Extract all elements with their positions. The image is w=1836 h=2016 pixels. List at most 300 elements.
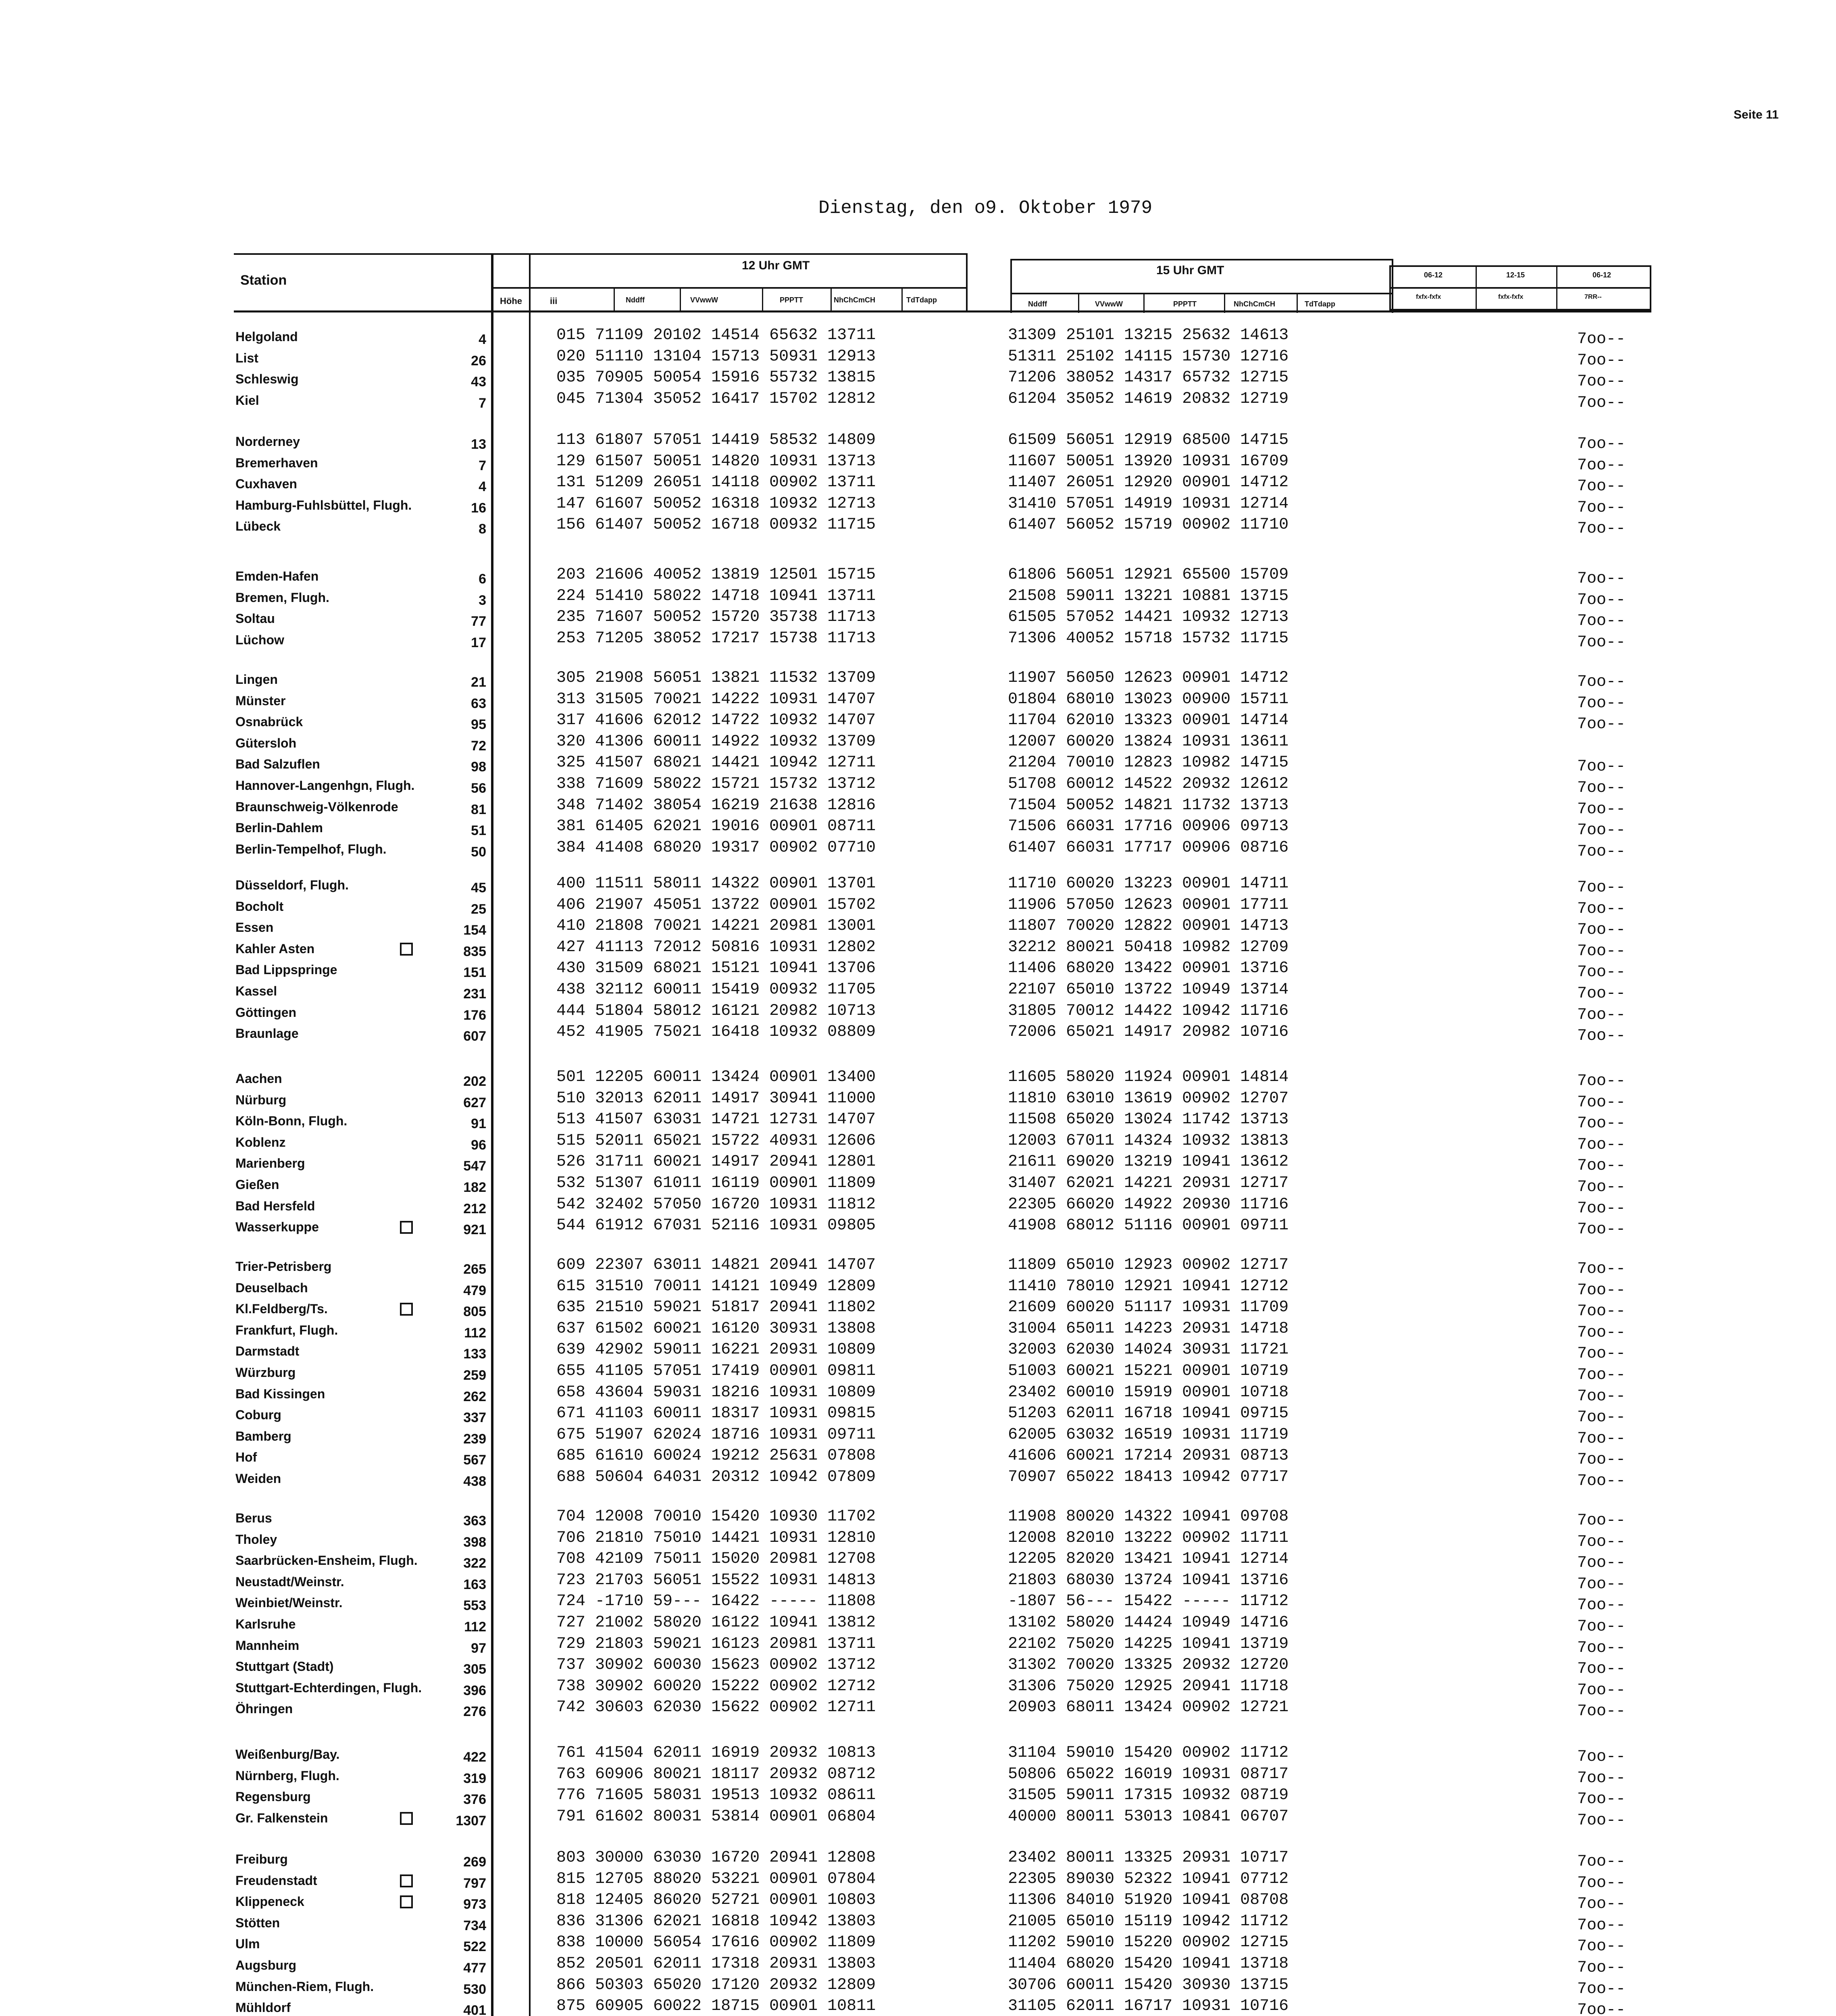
precip-code: 7oo-- — [1577, 1895, 1626, 1913]
precip-code: 7oo-- — [1577, 1027, 1626, 1045]
obs-12-gmt: 704 12008 70010 15420 10930 11702 — [556, 1508, 876, 1526]
station-name — [235, 1072, 282, 1085]
obs-15-gmt: 72006 65021 14917 20982 10716 — [1008, 1023, 1289, 1041]
station-label: Hannover-Langenhgn, Flugh. — [235, 778, 415, 793]
precip-code: 7oo-- — [1577, 1702, 1626, 1720]
precip-code: 7oo-- — [1577, 1853, 1626, 1871]
obs-12-gmt: 444 51804 58012 16121 20982 10713 — [556, 1002, 876, 1020]
station-name — [235, 1554, 418, 1567]
station-name — [235, 1220, 319, 1234]
obs-15-gmt: 31410 57051 14919 10931 12714 — [1008, 495, 1289, 513]
obs-15-gmt: 31505 59011 17315 10932 08719 — [1008, 1786, 1289, 1804]
obs-12-gmt: 815 12705 88020 53221 00901 07804 — [556, 1870, 876, 1888]
station-height: 182 — [463, 1180, 486, 1195]
station-name — [235, 1874, 317, 1887]
obs-15-gmt: 51003 60021 15221 00901 10719 — [1008, 1362, 1289, 1380]
precip-code: 7oo-- — [1577, 1812, 1626, 1830]
station-label: Soltau — [235, 611, 275, 626]
header-12-gmt: 12 Uhr GMT — [742, 259, 810, 272]
station-label: Bremen, Flugh. — [235, 590, 329, 605]
station-label: Gr. Falkenstein — [235, 1811, 328, 1825]
rule-line — [234, 253, 492, 255]
precip-code: 7oo-- — [1577, 1451, 1626, 1469]
obs-12-gmt: 317 41606 62012 14722 10932 14707 — [556, 711, 876, 729]
obs-12-gmt: 688 50604 64031 20312 10942 07809 — [556, 1468, 876, 1486]
station-name — [235, 612, 275, 625]
station-label: Stuttgart-Echterdingen, Flugh. — [235, 1681, 422, 1695]
station-name — [235, 921, 273, 934]
station-label: Cuxhaven — [235, 477, 297, 491]
precip-code: 7oo-- — [1577, 1200, 1626, 1218]
station-name — [235, 1639, 299, 1652]
station-height: 6 — [479, 571, 486, 587]
station-name — [235, 1769, 339, 1783]
precip-code: 7oo-- — [1577, 1937, 1626, 1956]
obs-15-gmt: 61806 56051 12921 65500 15709 — [1008, 566, 1289, 584]
rule-line — [1389, 265, 1391, 310]
rule-line — [901, 287, 903, 311]
rule-line — [1078, 293, 1079, 313]
rule-line — [1389, 287, 1651, 289]
precip-code: 7oo-- — [1577, 499, 1626, 517]
obs-15-gmt: 51311 25102 14115 15730 12716 — [1008, 348, 1289, 366]
obs-15-gmt: 23402 60010 15919 00901 10718 — [1008, 1383, 1289, 1402]
obs-12-gmt: 452 41905 75021 16418 10932 08809 — [556, 1023, 876, 1041]
station-label: Bad Kissingen — [235, 1387, 325, 1401]
station-height: 8 — [479, 521, 486, 537]
obs-12-gmt: 706 21810 75010 14421 10931 12810 — [556, 1529, 876, 1547]
station-name — [235, 1511, 272, 1525]
obs-15-gmt: 22107 65010 13722 10949 13714 — [1008, 981, 1289, 999]
station-height: 98 — [471, 759, 486, 775]
open-square-icon — [400, 1221, 413, 1234]
precip-code: 7oo-- — [1577, 1072, 1626, 1090]
obs-12-gmt: 113 61807 57051 14419 58532 14809 — [556, 431, 876, 449]
station-label: Schleswig — [235, 372, 299, 386]
station-name — [235, 1617, 296, 1631]
obs-15-gmt: 22102 75020 14225 10941 13719 — [1008, 1635, 1289, 1653]
obs-15-gmt: 21803 68030 13724 10941 13716 — [1008, 1571, 1289, 1589]
precip-code: 7oo-- — [1577, 1178, 1626, 1196]
precip-code: 7oo-- — [1577, 612, 1626, 630]
obs-12-gmt: 836 31306 62021 16818 10942 13803 — [556, 1912, 876, 1931]
precip-code: 7oo-- — [1577, 520, 1626, 538]
precip-code: 7oo-- — [1577, 1281, 1626, 1300]
rule-line — [1476, 265, 1477, 310]
station-label: Nürnberg, Flugh. — [235, 1768, 339, 1783]
obs-12-gmt: 708 42109 75011 15020 20981 12708 — [556, 1550, 876, 1568]
obs-15-gmt: 11907 56050 12623 00901 14712 — [1008, 669, 1289, 687]
station-label: München-Riem, Flugh. — [235, 1979, 374, 1994]
date-line: Dienstag, den o9. Oktober 1979 — [818, 198, 1153, 219]
precip-code: 7oo-- — [1577, 2001, 1626, 2016]
station-label: Wasserkuppe — [235, 1220, 319, 1234]
station-height: 151 — [463, 965, 486, 980]
station-label: Würzburg — [235, 1365, 296, 1380]
column-header: VVwwW — [690, 296, 718, 304]
station-label: Münster — [235, 694, 286, 708]
precip-code: 7oo-- — [1577, 1006, 1626, 1024]
obs-12-gmt: 325 41507 68021 14421 10942 12711 — [556, 754, 876, 772]
station-name — [235, 569, 318, 583]
obs-15-gmt: 11306 84010 51920 10941 08708 — [1008, 1891, 1289, 1909]
obs-15-gmt: 11605 58020 11924 00901 14814 — [1008, 1068, 1289, 1086]
station-label: Bocholt — [235, 899, 284, 914]
rule-line — [1389, 265, 1651, 267]
obs-12-gmt: 526 31711 60021 14917 20941 12801 — [556, 1153, 876, 1171]
station-name — [235, 842, 387, 856]
rule-line — [1650, 265, 1651, 310]
precip-code: 7oo-- — [1577, 1430, 1626, 1448]
precip-code: 7oo-- — [1577, 1575, 1626, 1593]
precip-code: 7oo-- — [1577, 1114, 1626, 1133]
station-name — [235, 963, 337, 977]
header-15-gmt: 15 Uhr GMT — [1156, 264, 1224, 277]
rule-line — [491, 287, 967, 289]
obs-12-gmt: 235 71607 50052 15720 35738 11713 — [556, 608, 876, 626]
station-height: 163 — [463, 1577, 486, 1592]
precip-code: 7oo-- — [1577, 800, 1626, 818]
station-height: 567 — [463, 1452, 486, 1468]
station-name — [235, 1533, 277, 1546]
precip-code: 7oo-- — [1577, 1769, 1626, 1787]
station-height: 337 — [463, 1410, 486, 1425]
station-name — [235, 1135, 285, 1149]
obs-15-gmt: 23402 80011 13325 20931 10717 — [1008, 1849, 1289, 1867]
page-number: Seite 11 — [1734, 108, 1779, 121]
station-label: Mannheim — [235, 1638, 300, 1653]
obs-12-gmt: 348 71402 38054 16219 21638 12816 — [556, 796, 876, 814]
obs-15-gmt: 11508 65020 13024 11742 13713 — [1008, 1110, 1289, 1129]
open-square-icon — [400, 1303, 413, 1316]
obs-12-gmt: 338 71609 58022 15721 15732 13712 — [556, 775, 876, 793]
station-name — [235, 591, 329, 604]
station-label: Norderney — [235, 434, 300, 449]
station-height: 43 — [471, 374, 486, 389]
precip-code: 7oo-- — [1577, 435, 1626, 453]
precip-code: 7oo-- — [1577, 715, 1626, 733]
station-name — [235, 1366, 296, 1379]
rule-line — [966, 253, 968, 310]
obs-12-gmt: 410 21808 70021 14221 20981 13001 — [556, 917, 876, 935]
station-label: Hamburg-Fuhlsbüttel, Flugh. — [235, 498, 412, 512]
station-label: Gießen — [235, 1177, 279, 1192]
station-label: Gütersloh — [235, 736, 297, 750]
precip-code: 7oo-- — [1577, 1660, 1626, 1678]
station-label: Deuselbach — [235, 1281, 308, 1295]
station-height: 81 — [471, 802, 486, 817]
station-label: Augsburg — [235, 1958, 297, 1972]
obs-15-gmt: 20903 68011 13424 00902 12721 — [1008, 1698, 1289, 1716]
obs-12-gmt: 729 21803 59021 16123 20981 13711 — [556, 1635, 876, 1653]
station-name — [235, 2001, 291, 2014]
station-label: Karlsruhe — [235, 1617, 296, 1631]
station-label: Osnabrück — [235, 714, 303, 729]
precip-code: 7oo-- — [1577, 1874, 1626, 1892]
station-label: Marienberg — [235, 1156, 305, 1170]
obs-12-gmt: 406 21907 45051 13722 00901 15702 — [556, 896, 876, 914]
obs-12-gmt: 803 30000 63030 16720 20941 12808 — [556, 1849, 876, 1867]
obs-15-gmt: 61204 35052 14619 20832 12719 — [1008, 390, 1289, 408]
station-name — [235, 1681, 422, 1695]
station-name — [235, 1429, 291, 1443]
station-height: 259 — [463, 1368, 486, 1383]
station-height: 95 — [471, 717, 486, 732]
obs-15-gmt: 71306 40052 15718 15732 11715 — [1008, 629, 1289, 648]
precip-code: 7oo-- — [1577, 1681, 1626, 1699]
obs-15-gmt: 11404 68020 15420 10941 13718 — [1008, 1955, 1289, 1973]
station-name — [235, 435, 300, 448]
precip-code: 7oo-- — [1577, 633, 1626, 652]
station-label: Essen — [235, 920, 274, 935]
obs-15-gmt: 61407 56052 15719 00902 11710 — [1008, 516, 1289, 534]
obs-15-gmt: 11908 80020 14322 10941 09708 — [1008, 1508, 1289, 1526]
station-label: Kl.Feldberg/Ts. — [235, 1302, 328, 1316]
precip-code: 7oo-- — [1577, 779, 1626, 797]
station-name — [235, 1114, 347, 1128]
obs-15-gmt: 31407 62021 14221 20931 12717 — [1008, 1174, 1289, 1192]
column-header: NhChCmCH — [1234, 300, 1275, 308]
rule-line — [491, 253, 967, 255]
station-label: Bamberg — [235, 1429, 291, 1443]
obs-15-gmt: 12205 82020 13421 10941 12714 — [1008, 1550, 1289, 1568]
obs-12-gmt: 763 60906 80021 18117 20932 08712 — [556, 1765, 876, 1783]
station-height: 921 — [463, 1222, 486, 1237]
station-name — [235, 984, 277, 998]
column-header: 7RR-- — [1584, 294, 1602, 300]
station-label: Bremerhaven — [235, 456, 318, 470]
obs-12-gmt: 852 20501 62011 17318 20931 13803 — [556, 1955, 876, 1973]
obs-15-gmt: 41606 60021 17214 20931 08713 — [1008, 1447, 1289, 1465]
station-name — [235, 821, 323, 835]
obs-15-gmt: 31104 59010 15420 00902 11712 — [1008, 1744, 1289, 1762]
station-height: 627 — [463, 1095, 486, 1110]
obs-12-gmt: 045 71304 35052 16417 15702 12812 — [556, 390, 876, 408]
obs-15-gmt: 12003 67011 14324 10932 13813 — [1008, 1132, 1289, 1150]
station-name — [235, 1156, 305, 1170]
obs-12-gmt: 129 61507 50051 14820 10931 13713 — [556, 452, 876, 471]
station-height: 202 — [463, 1074, 486, 1089]
station-label: Saarbrücken-Ensheim, Flugh. — [235, 1553, 418, 1568]
station-height: 72 — [471, 738, 486, 754]
obs-15-gmt: 41908 68012 51116 00901 09711 — [1008, 1216, 1289, 1235]
precip-code: 7oo-- — [1577, 1260, 1626, 1278]
station-height: 17 — [471, 635, 486, 650]
obs-12-gmt: 501 12205 60011 13424 00901 13400 — [556, 1068, 876, 1086]
rule-line — [1010, 259, 1012, 313]
rule-line — [762, 287, 763, 311]
station-name — [235, 477, 297, 491]
obs-15-gmt: 21005 65010 15119 10942 11712 — [1008, 1912, 1289, 1931]
obs-12-gmt: 776 71605 58031 19513 10932 08611 — [556, 1786, 876, 1804]
station-name — [235, 498, 412, 512]
station-height: 56 — [471, 781, 486, 796]
obs-15-gmt: 31309 25101 13215 25632 14613 — [1008, 326, 1289, 344]
station-label: Berlin-Tempelhof, Flugh. — [235, 842, 387, 856]
precip-code: 7oo-- — [1577, 879, 1626, 897]
station-label: Lüchow — [235, 633, 284, 647]
obs-12-gmt: 615 31510 70011 14121 10949 12809 — [556, 1277, 876, 1295]
obs-15-gmt: 61407 66031 17717 00906 08716 — [1008, 839, 1289, 857]
station-height: 4 — [479, 479, 486, 494]
station-name — [235, 1344, 299, 1358]
station-height: 547 — [463, 1158, 486, 1174]
station-name — [235, 1027, 298, 1040]
obs-15-gmt: 71504 50052 14821 11732 13713 — [1008, 796, 1289, 814]
obs-15-gmt: 40000 80011 53013 10841 06707 — [1008, 1808, 1289, 1826]
station-name — [235, 942, 314, 956]
station-height: 262 — [463, 1389, 486, 1404]
obs-12-gmt: 723 21703 56051 15522 10931 14813 — [556, 1571, 876, 1589]
open-square-icon — [400, 1895, 413, 1908]
obs-12-gmt: 544 61912 67031 52116 10931 09805 — [556, 1216, 876, 1235]
station-label: Helgoland — [235, 329, 298, 344]
station-height: 112 — [464, 1325, 486, 1341]
station-height: 7 — [479, 396, 486, 411]
station-name — [235, 330, 298, 344]
station-height: 477 — [463, 1960, 486, 1976]
obs-15-gmt: 11406 68020 13422 00901 13716 — [1008, 959, 1289, 977]
obs-15-gmt: 31004 65011 14223 20931 14718 — [1008, 1320, 1289, 1338]
station-name — [235, 736, 296, 750]
rule-line — [234, 310, 1651, 312]
obs-12-gmt: 427 41113 72012 50816 10931 12802 — [556, 938, 876, 956]
station-name — [235, 1006, 296, 1019]
station-name — [235, 1408, 281, 1422]
station-label: Emden-Hafen — [235, 569, 319, 583]
station-name — [235, 779, 414, 792]
station-name — [235, 800, 398, 814]
obs-12-gmt: 430 31509 68021 15121 10941 13706 — [556, 959, 876, 977]
precip-code: 7oo-- — [1577, 1408, 1626, 1427]
precip-code: 7oo-- — [1577, 330, 1626, 348]
obs-12-gmt: 727 21002 58020 16122 10941 13812 — [556, 1614, 876, 1632]
obs-12-gmt: 818 12405 86020 52721 00901 10803 — [556, 1891, 876, 1909]
station-height: 231 — [463, 986, 486, 1002]
obs-12-gmt: 305 21908 56051 13821 11532 13709 — [556, 669, 876, 687]
station-height: 805 — [463, 1304, 486, 1319]
obs-12-gmt: 866 50303 65020 17120 20932 12809 — [556, 1976, 876, 1994]
obs-15-gmt: 50806 65022 16019 10931 08717 — [1008, 1765, 1289, 1783]
precip-code: 7oo-- — [1577, 821, 1626, 839]
precip-code: 7oo-- — [1577, 942, 1626, 960]
station-name — [235, 1575, 344, 1589]
obs-12-gmt: 381 61405 62021 19016 00901 08711 — [556, 817, 876, 835]
header-hoehe: Höhe — [500, 296, 522, 306]
station-name — [235, 1472, 281, 1485]
precip-code: 7oo-- — [1577, 758, 1626, 776]
precip-code: 7oo-- — [1577, 1093, 1626, 1112]
station-height: 7 — [479, 458, 486, 473]
open-square-icon — [400, 943, 413, 956]
obs-15-gmt: 71506 66031 17716 00906 09713 — [1008, 817, 1289, 835]
station-name — [235, 633, 284, 647]
obs-15-gmt: 32212 80021 50418 10982 12709 — [1008, 938, 1289, 956]
station-label: Lingen — [235, 672, 278, 687]
obs-15-gmt: 11710 60020 13223 00901 14711 — [1008, 875, 1289, 893]
rule-line — [1297, 293, 1298, 313]
obs-15-gmt: 31302 70020 13325 20932 12720 — [1008, 1656, 1289, 1674]
obs-15-gmt: 31105 62011 16717 10931 10716 — [1008, 1997, 1289, 2015]
precip-code: 7oo-- — [1577, 1366, 1626, 1384]
precip-code: 7oo-- — [1577, 963, 1626, 981]
obs-15-gmt: 21508 59011 13221 10881 13715 — [1008, 587, 1289, 605]
station-label: Stötten — [235, 1916, 280, 1930]
station-name — [235, 1702, 293, 1716]
obs-15-gmt: 13102 58020 14424 10949 14716 — [1008, 1614, 1289, 1632]
station-height: 45 — [471, 880, 486, 896]
station-name — [235, 1178, 279, 1191]
precip-code: 7oo-- — [1577, 1345, 1626, 1363]
station-height: 154 — [463, 923, 486, 938]
rule-line — [614, 287, 615, 311]
station-name — [235, 1747, 339, 1761]
obs-12-gmt: 761 41504 62011 16919 20932 10813 — [556, 1744, 876, 1762]
station-name — [235, 1281, 308, 1295]
obs-12-gmt: 203 21606 40052 13819 12501 15715 — [556, 566, 876, 584]
station-name — [235, 757, 320, 771]
station-label: Köln-Bonn, Flugh. — [235, 1114, 348, 1128]
precip-code: 7oo-- — [1577, 591, 1626, 609]
precip-code: 7oo-- — [1577, 1980, 1626, 1998]
precip-code: 7oo-- — [1577, 1220, 1626, 1239]
station-label: Weinbiet/Weinstr. — [235, 1595, 343, 1610]
rule-line — [1556, 265, 1557, 310]
open-square-icon — [400, 1812, 413, 1825]
station-height: 305 — [463, 1662, 486, 1677]
station-name — [235, 715, 303, 729]
obs-15-gmt: 11906 57050 12623 00901 17711 — [1008, 896, 1289, 914]
station-height: 51 — [471, 823, 486, 838]
station-height: 13 — [471, 437, 486, 452]
column-header: 06-12 — [1424, 271, 1443, 279]
rule-line — [1389, 309, 1651, 310]
station-height: 16 — [471, 500, 486, 516]
station-name — [235, 456, 318, 470]
obs-15-gmt: 62005 63032 16519 10931 11719 — [1008, 1426, 1289, 1444]
obs-15-gmt: 51203 62011 16718 10941 09715 — [1008, 1404, 1289, 1422]
station-name — [235, 1811, 328, 1825]
station-height: 398 — [463, 1535, 486, 1550]
precip-code: 7oo-- — [1577, 843, 1626, 861]
column-header: NhChCmCH — [834, 296, 875, 304]
obs-12-gmt: 639 42902 59011 16221 20931 10809 — [556, 1341, 876, 1359]
obs-15-gmt: 22305 66020 14922 20930 11716 — [1008, 1195, 1289, 1214]
obs-12-gmt: 131 51209 26051 14118 00902 13711 — [556, 473, 876, 492]
obs-12-gmt: 637 61502 60021 16120 30931 13808 — [556, 1320, 876, 1338]
station-name — [235, 394, 259, 407]
obs-15-gmt: 11202 59010 15220 00902 12715 — [1008, 1933, 1289, 1951]
station-name — [235, 900, 283, 913]
precip-code: 7oo-- — [1577, 1387, 1626, 1406]
open-square-icon — [400, 1874, 413, 1887]
station-name — [235, 1660, 334, 1673]
obs-15-gmt: 11407 26051 12920 00901 14712 — [1008, 473, 1289, 492]
precip-code: 7oo-- — [1577, 394, 1626, 412]
station-label: Braunschweig-Völkenrode — [235, 800, 398, 814]
rule-line — [1010, 259, 1393, 260]
obs-15-gmt: 30706 60011 15420 30930 13715 — [1008, 1976, 1289, 1994]
station-label: Koblenz — [235, 1135, 286, 1150]
station-name — [235, 673, 278, 686]
station-height: 21 — [471, 675, 486, 690]
obs-12-gmt: 438 32112 60011 15419 00932 11705 — [556, 981, 876, 999]
station-name — [235, 878, 349, 892]
precip-code: 7oo-- — [1577, 1512, 1626, 1530]
station-label: Düsseldorf, Flugh. — [235, 878, 349, 892]
obs-15-gmt: 61509 56051 12919 68500 14715 — [1008, 431, 1289, 449]
station-label: Regensburg — [235, 1789, 311, 1804]
